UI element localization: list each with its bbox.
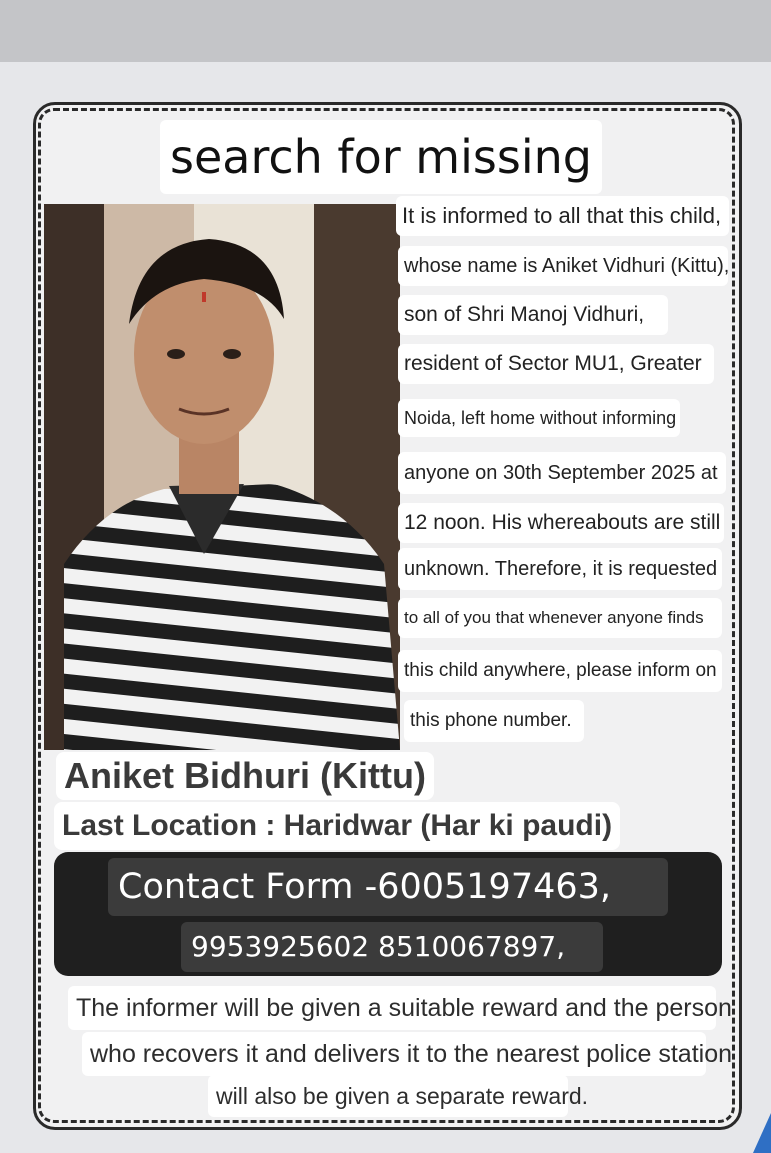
top-bar (0, 0, 771, 62)
notice-line: anyone on 30th September 2025 at (398, 452, 726, 494)
reward-text-line: The informer will be given a suitable reward and the person (68, 986, 716, 1030)
poster-title: search for missing (160, 120, 602, 194)
person-name: Aniket Bidhuri (Kittu) (56, 752, 434, 800)
last-location: Last Location : Haridwar (Har ki paudi) (54, 802, 620, 850)
contact-numbers-line-2: 9953925602 8510067897, (181, 922, 603, 972)
notice-line: this phone number. (404, 700, 584, 742)
contact-numbers-line-1: Contact Form -6005197463, (108, 858, 668, 916)
corner-accent (753, 1113, 771, 1153)
notice-line: resident of Sector MU1, Greater (398, 344, 714, 384)
notice-line: It is informed to all that this child, (396, 196, 729, 236)
notice-line: son of Shri Manoj Vidhuri, (398, 295, 668, 335)
notice-line: unknown. Therefore, it is requested (398, 548, 722, 590)
reward-text-line: will also be given a separate reward. (208, 1075, 568, 1117)
notice-line: whose name is Aniket Vidhuri (Kittu), (398, 246, 728, 286)
notice-line: this child anywhere, please inform on (398, 650, 722, 692)
notice-line: to all of you that whenever anyone finds (398, 598, 722, 638)
notice-line: 12 noon. His whereabouts are still (398, 503, 724, 543)
notice-line: Noida, left home without informing (398, 399, 680, 437)
reward-text-line: who recovers it and delivers it to the nearest police station (82, 1032, 706, 1076)
missing-person-photo (44, 204, 400, 750)
